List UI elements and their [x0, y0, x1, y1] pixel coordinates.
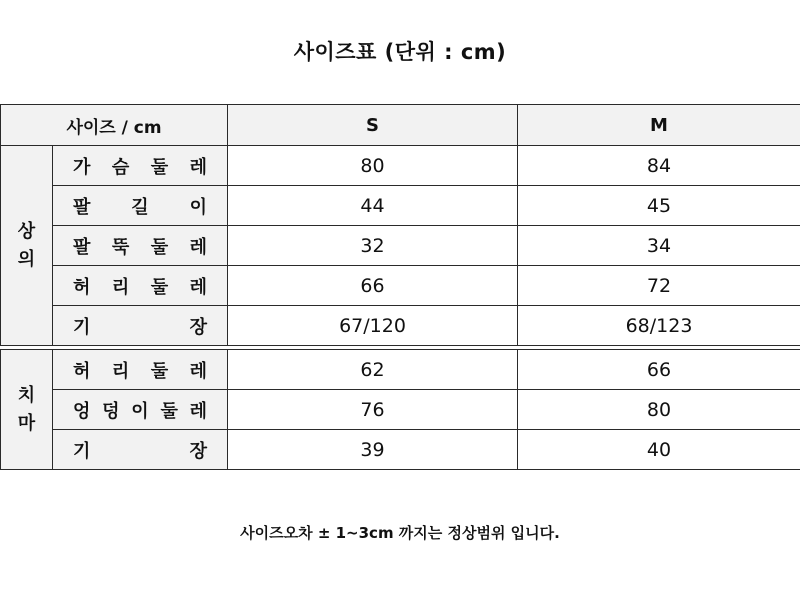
size-tolerance-note: 사이즈오차 ± 1~3cm 까지는 정상범위 입니다. [240, 524, 560, 542]
table-row [1, 306, 800, 346]
value-m: 66 [518, 350, 800, 390]
group-label-top-char: 상 [17, 220, 36, 242]
value-m: 80 [518, 390, 800, 430]
group-label-skirt-char: 마 [17, 412, 36, 434]
value-m: 84 [518, 146, 800, 186]
value-m: 40 [518, 430, 800, 470]
header-size-m: M [518, 105, 800, 146]
value-s: 67/120 [228, 306, 518, 346]
page-title: 사이즈표 (단위 : cm) [293, 40, 507, 64]
value-s: 32 [228, 226, 518, 266]
value-s: 62 [228, 350, 518, 390]
size-table [0, 104, 800, 470]
row-label: 엉 덩 이 둘 레 [53, 390, 228, 430]
group-label-top [1, 146, 53, 346]
value-m: 72 [518, 266, 800, 306]
table-row [1, 266, 800, 306]
value-m: 68/123 [518, 306, 800, 346]
header-size-unit: 사이즈 / cm [1, 105, 228, 146]
table-header-row [1, 105, 800, 146]
value-s: 66 [228, 266, 518, 306]
table-row [1, 186, 800, 226]
value-s: 80 [228, 146, 518, 186]
group-label-skirt-char: 치 [17, 384, 36, 406]
row-label: 허 리 둘 레 [53, 350, 228, 390]
row-label: 허 리 둘 레 [53, 266, 228, 306]
table-row [1, 350, 800, 390]
row-label: 가 슴 둘 레 [53, 146, 228, 186]
value-s: 39 [228, 430, 518, 470]
row-label: 기 장 [53, 306, 228, 346]
table-row [1, 146, 800, 186]
value-m: 34 [518, 226, 800, 266]
row-label: 팔 길 이 [53, 186, 228, 226]
group-label-skirt [1, 350, 53, 470]
value-s: 76 [228, 390, 518, 430]
table-row [1, 226, 800, 266]
header-size-s: S [228, 105, 518, 146]
value-m: 45 [518, 186, 800, 226]
row-label: 팔 뚝 둘 레 [53, 226, 228, 266]
row-label: 기 장 [53, 430, 228, 470]
group-label-top-char: 의 [17, 248, 36, 270]
table-row [1, 430, 800, 470]
table-row [1, 390, 800, 430]
value-s: 44 [228, 186, 518, 226]
